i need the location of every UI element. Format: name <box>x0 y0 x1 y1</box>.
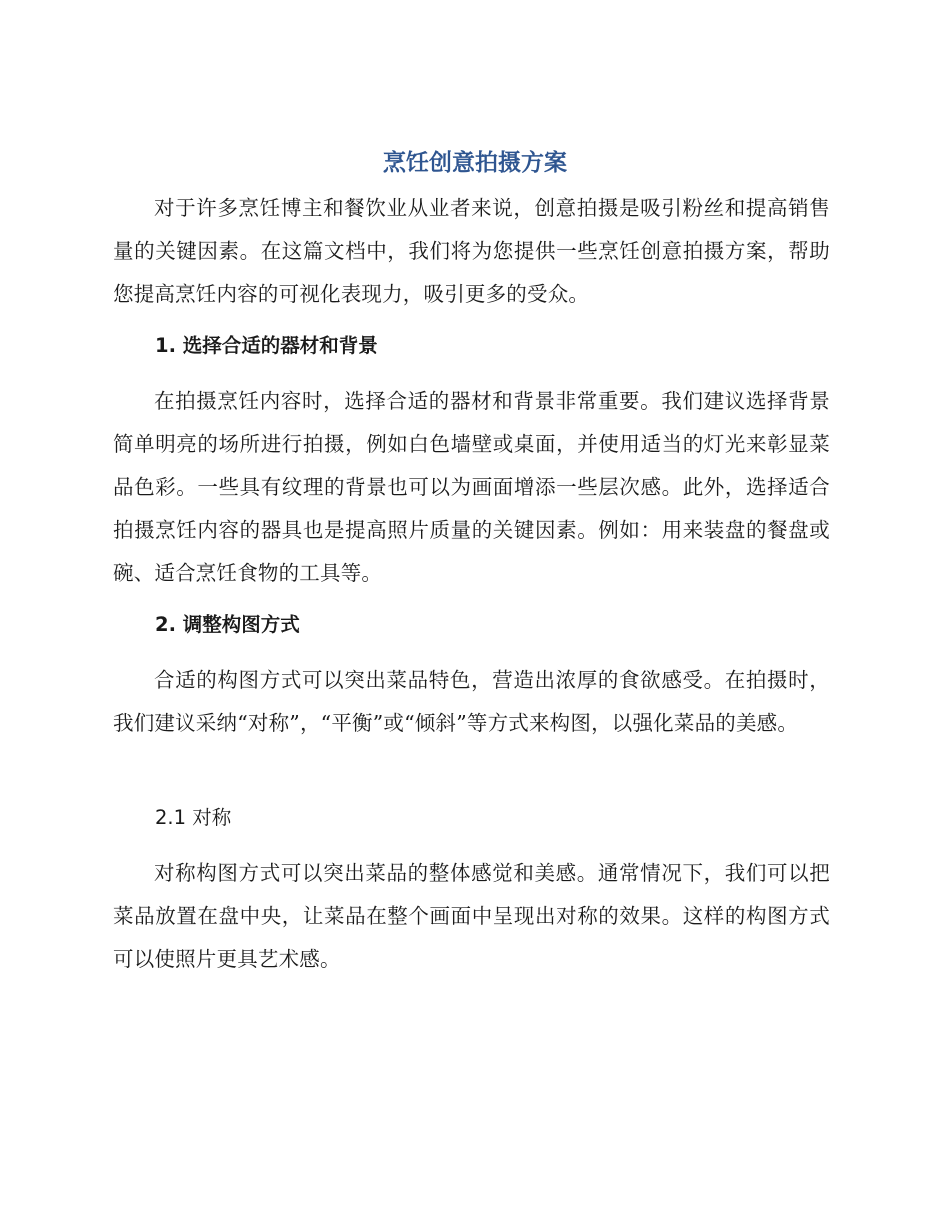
subsection-heading-symmetry: 2.1 对称 <box>155 806 232 829</box>
section-heading-composition: 2. 调整构图方式 <box>155 613 300 636</box>
section-heading-equipment-background: 1. 选择合适的器材和背景 <box>155 334 378 357</box>
section-paragraph-equipment-background: 在拍摄烹饪内容时，选择合适的器材和背景非常重要。我们建议选择背景简单明亮的场所进行拍摄，例如白色墙壁或桌面，并使用适当的灯光来彰显菜品色彩。一些具有纹理的背景也可以为画面增添一些层次感。此外，选择适合拍摄烹饪内容的器具也是提高照片质量的关键因素。例如：用来装盘的餐盘或碗、适合烹饪食物的工具等。 <box>113 389 830 585</box>
intro-paragraph: 对于许多烹饪博主和餐饮业从业者来说，创意拍摄是吸引粉丝和提高销售量的关键因素。在这篇文档中，我们将为您提供一些烹饪创意拍摄方案，帮助您提高烹饪内容的可视化表现力，吸引更多的受众。 <box>113 196 830 306</box>
document-title: 烹饪创意拍摄方案 <box>383 150 567 176</box>
section-paragraph-composition: 合适的构图方式可以突出菜品特色，营造出浓厚的食欲感受。在拍摄时，我们建议采纳“对称”，“平衡”或“倾斜”等方式来构图，以强化菜品的美感。 <box>113 668 830 735</box>
subsection-paragraph-symmetry: 对称构图方式可以突出菜品的整体感觉和美感。通常情况下，我们可以把菜品放置在盘中央，让菜品在整个画面中呈现出对称的效果。这样的构图方式可以使照片更具艺术感。 <box>113 861 830 971</box>
